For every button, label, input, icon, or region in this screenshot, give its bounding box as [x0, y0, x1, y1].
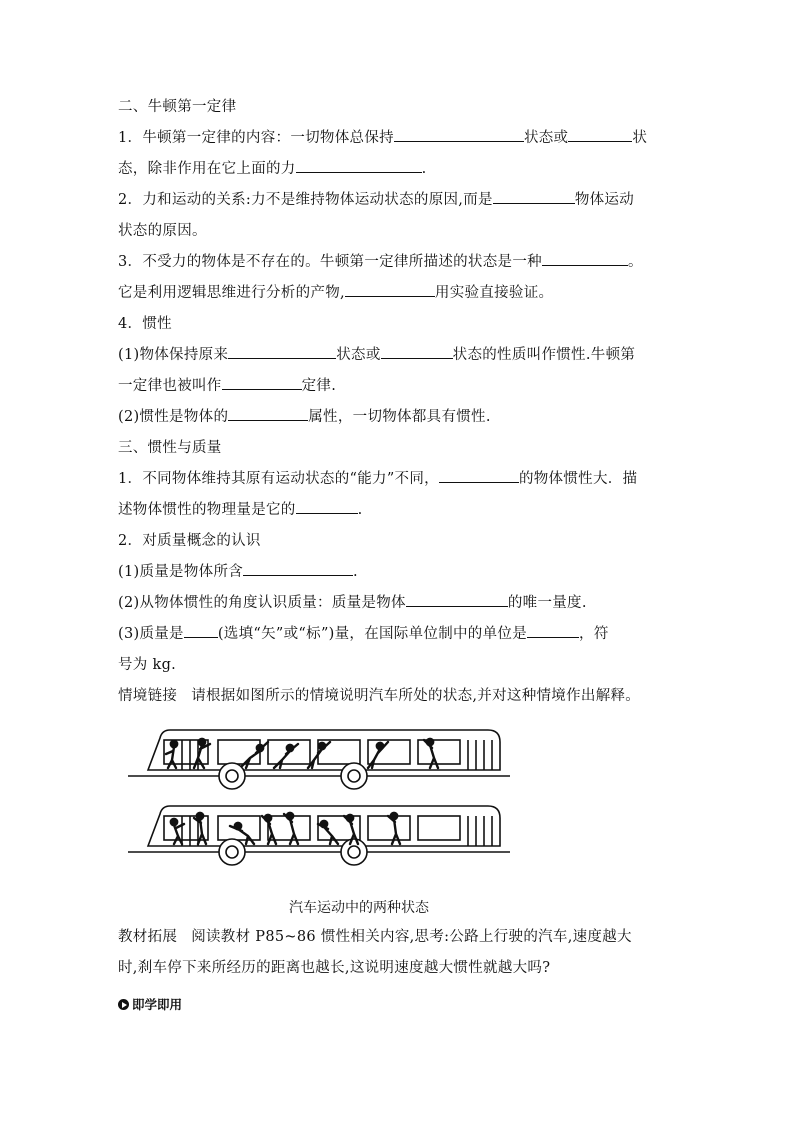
bus-illustration [118, 718, 680, 894]
bus-wheel [219, 839, 245, 865]
bus-wheel [219, 763, 245, 789]
answer-blank[interactable] [243, 561, 353, 576]
bus-top [128, 730, 510, 789]
answer-blank[interactable] [296, 499, 358, 514]
worksheet-page [118, 92, 680, 1020]
play-circle-icon [118, 999, 129, 1010]
answer-blank[interactable] [184, 623, 218, 638]
answer-blank[interactable] [228, 406, 308, 421]
scenario-label: 情境链接 [118, 688, 178, 704]
question-4-2: (2)惯性是物体的 属性，一切物体都具有惯性. [118, 402, 680, 433]
answer-blank[interactable] [568, 127, 632, 142]
question-3-line-2: 它是利用逻辑思维进行分析的产物, 用实验直接验证。 [118, 278, 680, 309]
question-3-line-1: 3．不受力的物体是不存在的。牛顿第一定律所描述的状态是一种 。 [118, 247, 680, 278]
question-2-line-2: 状态的原因。 [118, 223, 207, 239]
answer-blank[interactable] [222, 375, 302, 390]
s3-question-2-3-line-1: (3)质量是 (选填“矢”或“标”)量，在国际单位制中的单位是 ，符 [118, 619, 680, 650]
answer-blank[interactable] [345, 282, 435, 297]
scenario-text: 请根据如图所示的情境说明汽车所处的状态,并对这种情境作出解释。 [191, 688, 641, 704]
answer-blank[interactable] [228, 344, 336, 359]
s3-question-2-title: 2．对质量概念的认识 [118, 533, 261, 549]
s3-question-2-3-line-2: 号为 kg. [118, 657, 177, 673]
figure-caption: 汽车运动中的两种状态 [289, 900, 429, 916]
answer-blank[interactable] [296, 158, 422, 173]
answer-blank[interactable] [493, 189, 575, 204]
answer-blank[interactable] [439, 468, 519, 483]
bus-figure-svg [118, 718, 680, 894]
answer-blank[interactable] [542, 251, 628, 266]
answer-blank[interactable] [527, 623, 579, 638]
extension-line-1: 教材拓展 阅读教材 P85~86 惯性相关内容,思考:公路上行驶的汽车,速度越大 [118, 922, 680, 953]
question-4-1-line-1: (1)物体保持原来 状态或 状态的性质叫作惯性.牛顿第 [118, 340, 680, 371]
answer-blank[interactable] [406, 592, 508, 607]
bus-window [218, 740, 260, 764]
question-4-1-line-2: 一定律也被叫作 定律. [118, 371, 680, 402]
question-4-title: 4．惯性 [118, 316, 172, 332]
practice-heading: 即学即用 [118, 990, 680, 1020]
s3-question-2-1: (1)质量是物体所含 . [118, 557, 680, 588]
s3-question-1-line-2: 述物体惯性的物理量是它的 . [118, 495, 680, 526]
question-1-line-2: 态，除非作用在它上面的力 . [118, 154, 680, 185]
bus-wheel [341, 763, 367, 789]
extension-label: 教材拓展 [118, 929, 178, 945]
bus-bottom [128, 806, 510, 865]
question-1-line-1: 1．牛顿第一定律的内容：一切物体总保持 状态或 状 [118, 123, 680, 154]
scenario-link [118, 681, 680, 712]
bus-wheel [341, 839, 367, 865]
section-heading-inertia-mass: 三、惯性与质量 [118, 440, 222, 456]
answer-blank[interactable] [381, 344, 453, 359]
bus-window [418, 816, 460, 840]
s3-question-2-2: (2)从物体惯性的角度认识质量：质量是物体 的唯一量度. [118, 588, 680, 619]
bus-window [368, 816, 410, 840]
section-heading-newton-first-law: 二、牛顿第一定律 [118, 99, 237, 115]
s3-question-1-line-1: 1．不同物体维持其原有运动状态的“能力”不同， 的物体惯性大．描 [118, 464, 680, 495]
answer-blank[interactable] [394, 127, 524, 142]
bus-window [418, 740, 460, 764]
question-2-line-1: 2．力和运动的关系:力不是维持物体运动状态的原因,而是 物体运动 [118, 185, 680, 216]
extension-line-2: 时,刹车停下来所经历的距离也越长,这说明速度越大惯性就越大吗? [118, 960, 551, 976]
